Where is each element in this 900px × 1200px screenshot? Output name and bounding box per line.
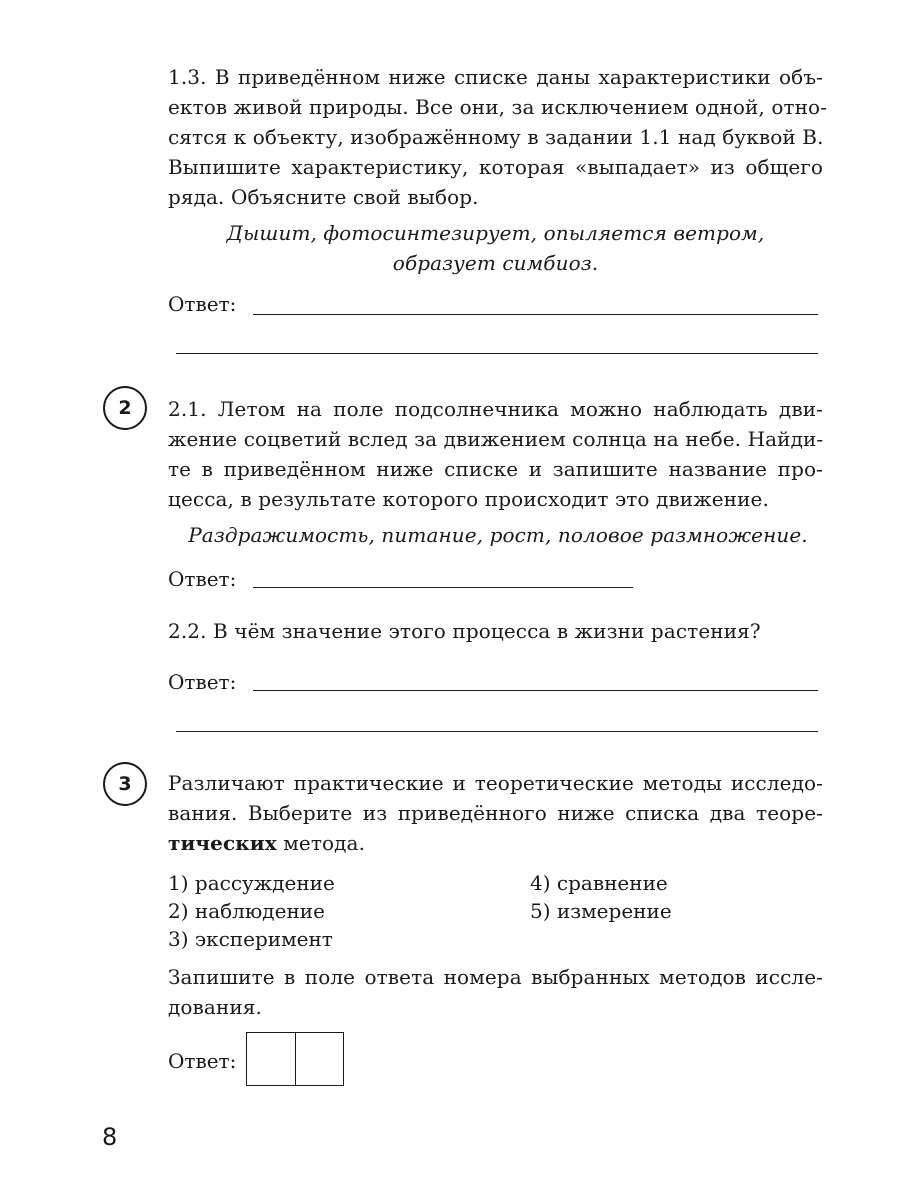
answer-label: Ответ: [168, 670, 237, 694]
task-2-2-text [168, 616, 823, 646]
task-3-instruction [168, 962, 823, 1022]
text-line: ряда. Объясните свой выбор. [168, 185, 479, 209]
answer-label: Ответ: [168, 292, 237, 316]
task-1-3-characteristics [168, 218, 823, 278]
answer-line[interactable] [176, 353, 818, 354]
answer-cell[interactable] [295, 1033, 344, 1085]
method-option: 2) наблюдение [168, 899, 325, 923]
answer-line[interactable] [176, 731, 818, 732]
answer-line[interactable] [253, 587, 633, 588]
italic-line: Раздражимость, питание, рост, половое размножение. [188, 523, 808, 547]
answer-label: Ответ: [168, 1049, 237, 1073]
text-line [168, 828, 823, 858]
task-number-badge: 2 [103, 386, 147, 430]
text-fragment: метода. [276, 831, 366, 855]
text-line: дования. [168, 995, 262, 1019]
task-3-intro [168, 768, 823, 858]
italic-line: Дышит, фотосинтезирует, опыляется ветром, [226, 221, 765, 245]
method-option: 5) измерение [530, 899, 672, 923]
text-line: 2.2. В чём значение этого процесса в жизни растения? [168, 619, 761, 643]
page-number: 8 [102, 1123, 118, 1151]
text-line: сятся к объекту, изображённому в задании 1.1 над буквой В. [168, 125, 824, 149]
answer-label: Ответ: [168, 567, 237, 591]
answer-line[interactable] [253, 314, 818, 315]
text-line: Различают практические и теоретические методы исследо- [168, 771, 823, 795]
text-line: ектов живой природы. Все они, за исключением одной, отно- [168, 95, 828, 119]
task-2-1-options [178, 520, 818, 550]
text-line: 2.1. Летом на поле подсолнечника можно наблюдать дви- [168, 397, 823, 421]
italic-line: образует симбиоз. [392, 251, 599, 275]
text-line: жение соцветий вслед за движением солнца на небе. Найди- [168, 427, 824, 451]
text-line: вания. Выберите из приведённого ниже списка два теоре- [168, 801, 823, 825]
bold-word: тических [168, 831, 277, 855]
answer-line[interactable] [253, 690, 818, 691]
answer-boxes [246, 1032, 344, 1086]
text-line: Запишите в поле ответа номера выбранных методов иссле- [168, 965, 823, 989]
task-2-1-text [168, 394, 823, 514]
text-line: цесса, в результате которого происходит это движение. [168, 487, 769, 511]
answer-cell[interactable] [247, 1033, 295, 1085]
task-1-3-text [168, 62, 828, 212]
method-option: 4) сравнение [530, 871, 668, 895]
method-option: 3) эксперимент [168, 927, 333, 951]
text-line: те в приведённом ниже списке и запишите название про- [168, 457, 823, 481]
task-number-badge: 3 [103, 762, 147, 806]
text-line: 1.3. В приведённом ниже списке даны характеристики объ- [168, 65, 823, 89]
method-option: 1) рассуждение [168, 871, 335, 895]
text-line: Выпишите характеристику, которая «выпадает» из общего [168, 155, 823, 179]
